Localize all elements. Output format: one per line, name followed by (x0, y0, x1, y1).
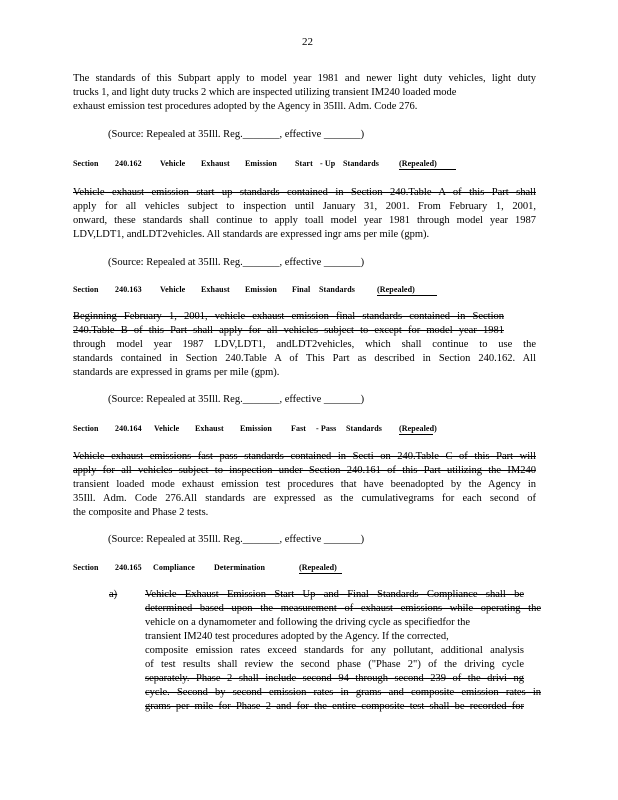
body-line: apply for all vehicles subject to inspection until January 31, 2001. From February 1, 2001, (73, 201, 536, 212)
body-line: determined based upon the measurement of exhaust emissions while operating the (145, 603, 541, 614)
heading-word: Exhaust (201, 159, 230, 168)
body-line: grams per mile for Phase 2 and for the entire composite test shall be recorded for (145, 701, 524, 712)
body-line: vehicle on a dynamometer and following the driving cycle as specifiedfor the (145, 617, 471, 628)
source-note: (Source: Repealed at 35Ill. Reg._______, effective _______) (108, 257, 365, 268)
heading-word: - Pass (316, 424, 337, 433)
heading-word: Determination (214, 563, 266, 572)
body-line: of test results shall review the second phase ("Phase 2") of the driving cycle (145, 659, 524, 670)
heading-word: Standards (346, 424, 383, 433)
body-line: apply for all vehicles subject to inspection under Section 240.161 of this Part utilizing the IM240 (73, 465, 536, 476)
body-line: LDV,LDT1, andLDT2vehicles. All standards are expressed ingr ams per mile (gpm). (73, 229, 430, 240)
body-line: cycle. Second by second emission rates in grams and composite emission rates in (145, 687, 541, 698)
body-line: Beginning February 1, 2001, vehicle exhaust emission final standards contained in Section (73, 311, 504, 322)
repealed-tag: (Repealed) (399, 424, 437, 433)
heading-word: Section (73, 159, 99, 168)
heading-word: 240.164 (115, 424, 142, 433)
heading-word: Final (292, 285, 311, 294)
heading-word: 240.163 (115, 285, 142, 294)
intro-line: trucks 1, and light duty trucks 2 which are inspected utilizing transient IM240 loaded mode (73, 87, 457, 98)
page-number: 22 (302, 36, 313, 48)
underline (299, 573, 342, 574)
heading-word: 240.165 (115, 563, 142, 572)
body-line: transient IM240 test procedures adopted by the Agency. If the corrected, (145, 631, 449, 642)
body-line: composite emission rates exceed standards for any pollutant, additional analysis (145, 645, 524, 656)
source-note: (Source: Repealed at 35Ill. Reg._______, effective _______) (108, 129, 365, 140)
heading-word: Section (73, 424, 99, 433)
heading-word: Fast (291, 424, 307, 433)
heading-word: Standards (343, 159, 380, 168)
heading-word: Vehicle (160, 285, 186, 294)
body-line: 240.Table B of this Part shall apply for all vehicles subject to except for model year 1981 (73, 325, 504, 336)
body-line: standards contained in Section 240.Table A of This Part as described in Section 240.162. All (73, 353, 536, 364)
heading-word: Vehicle (160, 159, 186, 168)
repealed-tag: (Repealed) (377, 285, 415, 294)
intro-line: The standards of this Subpart apply to model year 1981 and newer light duty vehicles, light duty (73, 73, 536, 84)
heading-word: 240.162 (115, 159, 142, 168)
heading-word: Emission (245, 285, 277, 294)
repealed-tag: (Repealed) (299, 563, 337, 572)
body-line: 35Ill. Adm. Code 276.All standards are expressed as the cumulativegrams for each second of (73, 493, 536, 504)
heading-word: Section (73, 285, 99, 294)
heading-word: - Up (320, 159, 336, 168)
body-line: transient loaded mode exhaust emission test procedures that have beenadopted by the Agency in (73, 479, 536, 490)
body-line: the composite and Phase 2 tests. (73, 507, 209, 518)
heading-word: Emission (245, 159, 277, 168)
repealed-tag: (Repealed) (399, 159, 437, 168)
heading-word: Section (73, 563, 99, 572)
heading-word: Compliance (153, 563, 195, 572)
body-line: standards are expressed in grams per mile (gpm). (73, 367, 280, 378)
body-line: through model year 1987 LDV,LDT1, andLDT2vehicles, which shall continue to use the (73, 339, 536, 350)
heading-word: Start (295, 159, 313, 168)
item-label: a) (109, 589, 118, 600)
heading-word: Emission (240, 424, 272, 433)
body-line: Vehicle exhaust emissions fast pass standards contained in Secti on 240.Table C of this Part will (73, 451, 536, 462)
heading-word: Exhaust (195, 424, 224, 433)
body-line: Vehicle exhaust emission start up standards contained in Section 240.Table A of this Part shall (73, 187, 536, 198)
underline (377, 295, 437, 296)
underline (399, 169, 456, 170)
underline (399, 434, 433, 435)
source-note: (Source: Repealed at 35Ill. Reg._______, effective _______) (108, 534, 365, 545)
body-line: Vehicle Exhaust Emission Start Up and Final Standards Compliance shall be (145, 589, 524, 600)
heading-word: Vehicle (154, 424, 180, 433)
body-line: onward, these standards shall continue to apply toall model year 1981 through model year 1987 (73, 215, 536, 226)
intro-line: exhaust emission test procedures adopted by the Agency in 35Ill. Adm. Code 276. (73, 101, 418, 112)
heading-word: Standards (319, 285, 356, 294)
heading-word: Exhaust (201, 285, 230, 294)
body-line: separately. Phase 2 shall include second 94 through second 239 of the drivi ng (145, 673, 524, 684)
source-note: (Source: Repealed at 35Ill. Reg._______, effective _______) (108, 394, 365, 405)
